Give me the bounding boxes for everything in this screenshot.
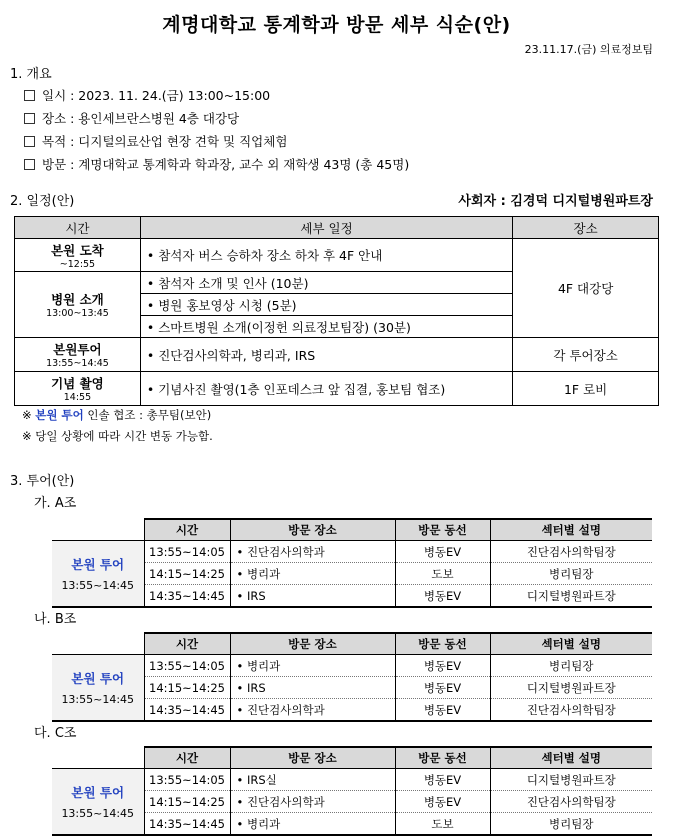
header-location: 장소 — [513, 217, 659, 239]
section-3-heading: 3. 투어(안) — [10, 474, 75, 489]
table-row: • 병원 홍보영상 시청 (5분) — [15, 294, 659, 316]
group-c-heading: 다. C조 — [34, 726, 77, 741]
overview-list — [24, 86, 409, 178]
mc-line: 사회자 : 김경덕 디지털병원파트장 — [458, 194, 653, 209]
table-row: 14:15~14:25 • 병리과 도보 병리팀장 — [52, 563, 652, 585]
table-row: 본원 투어 13:55~14:45 13:55~14:05 • IRS실 병동EV 디지털병원파트장 — [52, 769, 652, 791]
list-item: 목적 : 디지털의료산업 현장 견학 및 직업체험 — [24, 132, 409, 155]
schedule-table — [14, 216, 659, 406]
date-line: 23.11.17.(금) 의료정보팀 — [524, 43, 653, 56]
note-time-change: ※ 당일 상황에 따라 시간 변동 가능함. — [22, 429, 213, 443]
tour-table-b: 시간 방문 장소 방문 동선 섹터별 설명 본원 투어 13:55~14:45 13:55~14:05 • 병리과 병동EV 병리팀장 14:15~14:25 • IRS 병동EV 디지털병원파트장 14:35~14:45 • 진단검사의학과 병동EV 진단검사의학팀장 — [52, 632, 652, 722]
table-row: • 스마트병원 소개(이정헌 의료정보팀장) (30분) — [15, 316, 659, 338]
table-row: 본원 투어 13:55~14:45 13:55~14:05 • 진단검사의학과 병동EV 진단검사의학팀장 — [52, 541, 652, 563]
table-row: 14:35~14:45 • 병리과 도보 병리팀장 — [52, 813, 652, 836]
section-1-heading: 1. 개요 — [10, 67, 52, 82]
section-2-heading: 2. 일정(안) — [10, 194, 75, 209]
checkbox-icon — [24, 159, 35, 170]
list-item: 장소 : 용인세브란스병원 4층 대강당 — [24, 109, 409, 132]
table-row: 본원 투어 13:55~14:45 13:55~14:05 • 병리과 병동EV 병리팀장 — [52, 655, 652, 677]
table-row: 14:15~14:25 • IRS 병동EV 디지털병원파트장 — [52, 677, 652, 699]
checkbox-icon — [24, 136, 35, 147]
table-row: 병원 소개 13:00~13:45 • 참석자 소개 및 인사 (10분) — [15, 272, 659, 294]
tour-table-a: 시간 방문 장소 방문 동선 섹터별 설명 본원 투어 13:55~14:45 13:55~14:05 • 진단검사의학과 병동EV 진단검사의학팀장 14:15~14:25 • 병리과 도보 병리팀장 14:35~14:45 • IRS 병동EV 디지털병원파트장 — [52, 518, 652, 608]
header-time: 시간 — [15, 217, 141, 239]
list-item: 방문 : 계명대학교 통계학과 학과장, 교수 외 재학생 43명 (총 45명) — [24, 155, 409, 178]
table-row: 14:15~14:25 • 진단검사의학과 병동EV 진단검사의학팀장 — [52, 791, 652, 813]
page-title: 계명대학교 통계학과 방문 세부 식순(안) — [162, 14, 511, 36]
header-detail: 세부 일정 — [140, 217, 512, 239]
list-item: 일시 : 2023. 11. 24.(금) 13:00~15:00 — [24, 86, 409, 109]
tour-table-c: 시간 방문 장소 방문 동선 섹터별 설명 본원 투어 13:55~14:45 13:55~14:05 • IRS실 병동EV 디지털병원파트장 14:15~14:25 • 진단검사의학과 병동EV 진단검사의학팀장 14:35~14:45 • 병리과 도보 병리팀장 — [52, 746, 652, 836]
checkbox-icon — [24, 113, 35, 124]
group-b-heading: 나. B조 — [34, 612, 77, 627]
group-a-heading: 가. A조 — [34, 496, 77, 511]
note-escort: ※ 본원 투어 인솔 협조 : 총무팀(보안) — [22, 408, 212, 422]
table-row: 본원투어 13:55~14:45 • 진단검사의학과, 병리과, IRS 각 투어장소 — [15, 338, 659, 372]
checkbox-icon — [24, 90, 35, 101]
table-row: 14:35~14:45 • 진단검사의학과 병동EV 진단검사의학팀장 — [52, 699, 652, 722]
table-row: 본원 도착 ~12:55 • 참석자 버스 승하차 장소 하차 후 4F 안내 4F 대강당 — [15, 239, 659, 272]
table-row: 기념 촬영 14:55 • 기념사진 촬영(1층 인포데스크 앞 집결, 홍보팀 협조) 1F 로비 — [15, 372, 659, 406]
table-row: 14:35~14:45 • IRS 병동EV 디지털병원파트장 — [52, 585, 652, 608]
